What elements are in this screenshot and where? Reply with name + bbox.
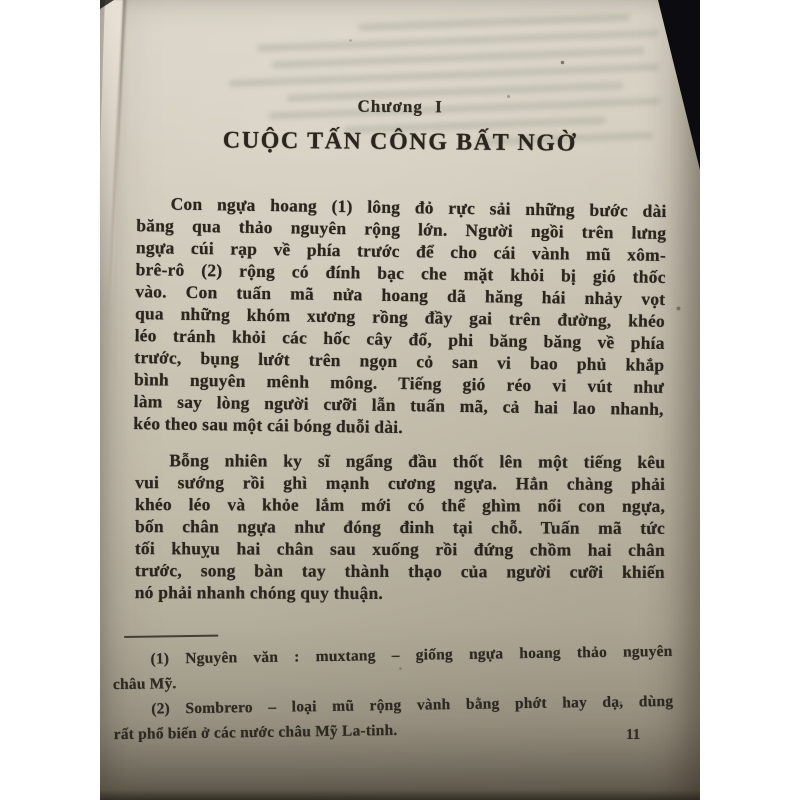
text-line: vào. Con tuấn mã nửa hoang dã hăng hái nhảy vọt bbox=[135, 281, 666, 309]
footnote-line: (1) Nguyên văn : muxtang – giống ngựa hoang thảo nguyên bbox=[150, 642, 673, 668]
text-line: Bỗng nhiên ky sĩ ngẩng đầu thốt lên một tiếng kêu bbox=[169, 450, 666, 472]
book-photo bbox=[100, 0, 700, 800]
book-page bbox=[100, 0, 700, 800]
footnote-rule bbox=[124, 635, 218, 638]
text-line: kéo theo sau một cái bóng duỗi dài. bbox=[133, 413, 404, 438]
chapter-title: CUỘC TẤN CÔNG BẤT NGỜ bbox=[222, 127, 578, 157]
text-line: trước, bụng lướt trên ngọn cỏ san vi bao phủ khắp bbox=[134, 347, 665, 375]
text-line: brê-rô (2) rộng có đính bạc che mặt khỏi bị gió thốc bbox=[135, 259, 666, 287]
text-line: bình nguyên mênh mông. Tiếng gió réo vi vút như bbox=[133, 369, 665, 397]
text-line: khéo léo và khỏe lắm mới có thể ghìm nổi con ngựa, bbox=[135, 494, 666, 516]
chapter-label: Chương I bbox=[357, 96, 443, 117]
text-line: bốn chân ngựa như đóng đinh tại chỗ. Tuấn mã tức bbox=[134, 516, 666, 538]
footnotes bbox=[112, 628, 674, 747]
text-line: vui sướng rồi ghì mạnh cương ngựa. Hẳn chàng phải bbox=[135, 472, 666, 494]
chapter-heading bbox=[100, 94, 700, 158]
footnote-line: rất phổ biến ở các nước châu Mỹ La-tinh. bbox=[113, 721, 398, 744]
text-line: léo tránh khỏi các hốc cây đổ, phi băng băng về phía bbox=[134, 325, 665, 353]
text-line: tối khuỵu hai chân sau xuống rồi đứng chồm hai chân bbox=[134, 538, 665, 560]
text-line: nó phải nhanh chóng quy thuận. bbox=[134, 582, 384, 603]
paragraph-2 bbox=[135, 449, 666, 605]
text-line: ngựa cúi rạp về phía trước để cho cái vành mũ xôm- bbox=[135, 237, 667, 265]
text-line: qua những khóm xương rồng đầy gai trên đường, khéo bbox=[134, 303, 666, 331]
page-number: 11 bbox=[625, 726, 641, 744]
paragraph-1 bbox=[133, 192, 667, 442]
footnote-line: (2) Sombrero – loại mũ rộng vành bằng phớt hay dạ, dùng bbox=[151, 692, 674, 718]
text-line: trước, song bàn tay thành thạo của người cưỡi khiến bbox=[134, 560, 665, 582]
text-line: băng qua thảo nguyên rộng lớn. Người ngồi trên lưng bbox=[136, 215, 667, 243]
text-line: làm say lòng người cưỡi lẫn tuấn mã, cả hai lao nhanh, bbox=[133, 391, 664, 419]
text-line: Con ngựa hoang (1) lông đỏ rực sải những bước dài bbox=[170, 193, 667, 221]
footnote-line: châu Mỹ. bbox=[112, 675, 177, 694]
